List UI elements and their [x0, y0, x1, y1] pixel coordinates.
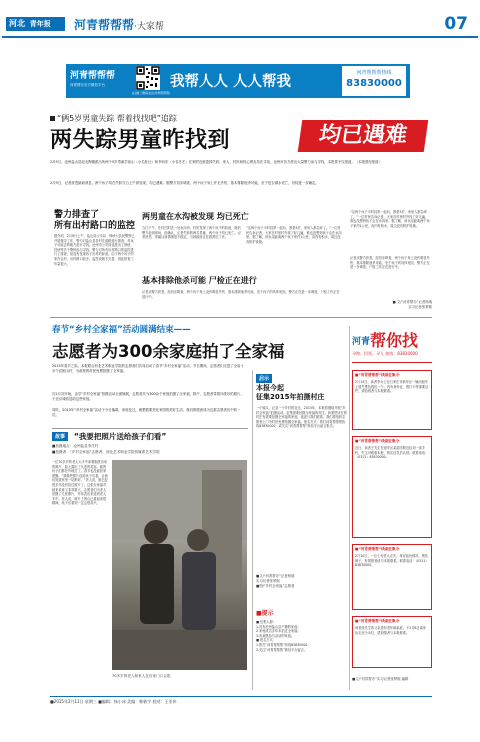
banner-logo	[70, 68, 128, 88]
help-item-head: ■“河青帮帮帮”线索征集令：	[355, 439, 403, 443]
hotline-box	[342, 66, 406, 96]
help-list-line: ■ 报名方式：	[256, 638, 276, 643]
section-sub: ·大家帮	[134, 22, 164, 32]
story1-stamp	[298, 120, 428, 152]
story1-col6-text: 记者从警方获悉，经初步勘查，两个孩子身上没有明显外伤，基本排除他杀可能，至于孩子的具体死因，警方正在进一步调查，尸检工作正在进行中。	[350, 256, 430, 270]
help-item-text: 读者张先生的父亲患有老年痴呆症，于2月8日离家出走至今未归，望知情者与本报联系。	[355, 626, 426, 635]
column-rule	[252, 370, 253, 690]
hotline-label: 河青帮帮帮热线	[356, 70, 392, 76]
help-prefix: 河青	[352, 337, 371, 347]
qr-code[interactable]	[136, 66, 160, 90]
help-list-line: 3.有意愿参与活动的家庭。	[256, 633, 295, 638]
help-list	[256, 620, 348, 652]
help-list-line: ■ 征集人群：	[256, 620, 276, 624]
story1-byline: ■ 文/“河青帮办”记者杨瑞 实习记者张梦熙	[392, 300, 432, 309]
help-list-line: 1.具有沧州盐山县户籍的家庭；	[256, 624, 301, 629]
story1-stamp-text: 均已遇难	[317, 123, 409, 148]
help-list-line: 2.家庭成员多年未拍过全家福；	[256, 629, 301, 634]
help-item-head: ■“河青帮帮帮”线索征集令：	[355, 373, 403, 377]
story1-col1-head: 警力排查了 所有出村路口的监控	[54, 210, 136, 231]
banner-logo-title: 河青帮帮帮	[70, 71, 116, 81]
masthead	[2, 16, 478, 38]
help-byline: ■文/“河青帮办”实习记者张梦熙 编辑	[352, 677, 409, 681]
help-header	[352, 328, 432, 364]
notice-label: 启示	[256, 374, 272, 383]
help-item-3[interactable]	[352, 544, 432, 610]
story1-col4-head: 基本排除他杀可能 尸检正在进行	[142, 276, 257, 285]
help-item-1[interactable]	[352, 370, 432, 430]
story2-lede: 2015年春节之际，本报联合河北艺术职业学院的志愿者们共同启动了春节“乡村全家福”活动，节日期间，志愿者们走进了全省十多个贫困山村，为那里的村民免费拍摄了全家福。	[52, 364, 244, 373]
family-figures-icon	[112, 460, 247, 670]
story2-para2: 自2月初开始，由学“乡村全家福”拍摄活动全面铺展，志愿者共为300余个家庭拍摄了全家福，除夕，志愿者带着冲洗好的照片，于北京城将送给这些家庭。	[52, 392, 244, 401]
paper-logo-bottom: 青年报	[29, 20, 51, 28]
column-rule	[349, 326, 350, 690]
story1-col2-head: 两男童在水沟被发现 均已死亡	[142, 212, 249, 221]
help-title: 帮你找	[370, 331, 419, 350]
banner-logo-sub: 河青帮办官方微信平台	[70, 83, 105, 87]
help-list-line: 2.关注“河青帮帮帮”微信平台留言。	[256, 647, 307, 652]
story1-col5-text: “这两个孩子平时经常一起玩，都是5岁，家里人都急坏了。”一位村民告诉记者，大家在村里村外找了好几遍，谁也没想到孩子会在水沟里。据了解，该水沟距离两个孩子家约1公里，沟内有积水，周边没有防护设施。	[350, 210, 430, 228]
footer-rule	[50, 696, 432, 697]
help-item-4[interactable]	[352, 616, 432, 668]
section-name: 河青帮帮帮	[74, 18, 135, 32]
inset-story	[52, 428, 248, 692]
story2-kicker: 春节“乡村全家福”活动圆满结束——	[52, 325, 191, 335]
inset-text: 一位70多岁的老太太手中拿着刚洗出来的照片，脸上露出了久违的笑容。她的孩子们都在外地打工，春节也没能回家团聚。“我要把照片送给孩子们看，让他们知道家里一切都好。”老人说，她已经很多年没有拍过照片了，这张全家福对她来说意义非常重大。志愿者们为老人拍摄了几张照片，并冲洗出来送到老人手中。老人说，照片上的自己看起来很精神，孩子们看到一定会很高兴。	[52, 460, 108, 506]
help-item-text: 2月13日，读者李女士在石家庄市新华区一辆出租车上遗失黑色钱包一个，内有身份证、银行卡等重要证件，请拾到者与本报联系。	[355, 380, 429, 394]
help-item-text: 2月10日，一位七旬老人走失，身穿蓝色棉袄，黑色裤子，有知情者请与本报联系。联系电话：（0311）83830000。	[355, 554, 429, 568]
inset-title: “我要把照片送给孩子们看”	[74, 432, 167, 441]
section-title	[74, 16, 164, 33]
hotline-number: 83830000	[346, 78, 402, 89]
divider-story1	[50, 317, 432, 318]
notice-title: 本报今起 征集2015年拍摄村庄	[256, 384, 325, 401]
help-item-head: ■“河青帮帮帮”线索征集令：	[355, 619, 403, 623]
story2-para3: 同时，2015年“乡村全家福”活动于今日落幕，家庭变迁，就想着要美化家园的美好生活，我们都愿意成为这群志愿者们中的一员。	[52, 408, 241, 417]
photo-caption: 70多岁的老人和家人在自家门口合影	[112, 674, 171, 678]
story2-headline: 志愿者为300余家庭拍了全家福	[52, 342, 285, 361]
banner-slogan: 我帮人人 人人帮我	[170, 74, 292, 90]
help-list-line: 1.拨打“河青帮帮帮”热线83830000；	[256, 642, 311, 647]
inset-info-1: ■拍摄地点：沧州盐县李庄村	[52, 444, 99, 448]
help-item-text: 近日，读者王先生在裕华区某超市附近捡到一部手机，失主可联系本报，核实信息后认领。联系电话：（0311）83830000。	[355, 446, 429, 460]
story1-col4-text: 记者从警方获悉，经初步勘查，两个孩子身上没有明显外伤，基本排除他杀可能，至于孩子的具体死因，警方正在进一步调查，尸检工作正在进行中。	[142, 290, 340, 299]
story1-col1-text: 据介绍，2月9日上午，盐山县公安局、刑侦大队民警等已开展搜寻工作，警力对盐山县各村庄道路进行排查，对孩子可能去的地方进行寻找。沧州市公安局也派出了刑侦、技侦等多个警种参与寻找，警力对所有出村路口的监控进行了排查，但没有发现孩子出村的踪迹。由于两个孩子的家在农村，出村路口较多，监控设施不完善，因此排查工作量很大。	[54, 234, 135, 266]
help-item-2[interactable]	[352, 436, 432, 538]
family-photo	[112, 460, 247, 670]
help-item-head: ■“河青帮帮帮”线索征集令：	[355, 547, 403, 551]
qr-caption: (扫描二维码关注河青帮帮帮)	[132, 91, 171, 95]
story1-col3-text: “这两个孩子平时经常一起玩，都是5岁，家里人都急坏了。”一位村民告诉记者，大家在村里村外找了好几遍，谁也没想到孩子会在水沟里。据了解，该水沟距离两个孩子家约1公里，沟内有积水，周边没有防护设施。	[246, 226, 342, 244]
paper-logo	[6, 17, 65, 31]
footer-text: ■2015年2月11日 星期三 ■编辑：杨小冰 美编：韩新宇 校对：王亚伟	[50, 699, 177, 704]
inset-label: 故事	[52, 432, 68, 441]
help-divider	[352, 362, 432, 363]
bullet-square-icon	[50, 116, 55, 121]
page-number: 07	[444, 14, 468, 34]
notice-byline: ■文/“河青帮办”记者杨瑞 实习记者张梦熙 ■图/“乡村全家福”志愿者	[256, 574, 295, 588]
story1-col2-text: 当日下午，在村庄附近一处水沟内，村民发现了两个孩子的踪迹，随后警方赶到现场，经确认，正是失踪的两名男童，两个孩子均已死亡。记者获悉，家属目前情绪很不稳定，当地政府正在做善后工作。	[142, 226, 241, 240]
story1-lede-2: 2月9日，记者获悉最新消息，两个孩子均在失踪当日上午被发现，均已遇难。据警方初步调查，两个孩子身上并无外伤，基本排除他杀可能，至于是否溺水死亡，仍待进一步确定。	[50, 181, 319, 185]
help-list-label: ■提示	[256, 610, 274, 617]
paper-logo-top: 河北	[9, 19, 25, 28]
notice-text: 一个镜头，记录一个乡村的变迁。2015年，本报将继续开展“乡村全家福”拍摄活动，征集需要拍摄全家福的村庄。如果您所在的村庄有需要拍摄全家福的家庭，欢迎与我们联系。我们将组织志愿者上门为村民免费拍摄全家福。报名方式：拨打河青帮帮帮热线83830000，或关注“河青帮帮帮”微信平台留言报名。	[256, 406, 347, 429]
story1-lede-1: 2月9日，沧州盐山县赵毛陶镇派出所两个5岁男童学前山（小名杜壮）和李向东（小名冬冬）在家附近被盗掉失踪，家人、村民和热心网友均在寻找，沧州市各方派出大量警力参与寻找，本报曾予以报道。（本报曾经报道）	[50, 160, 382, 164]
help-subtitle: 寻物、招领、寻人 热线：83830000	[352, 351, 418, 356]
story1-headline: 两失踪男童昨找到	[50, 128, 231, 153]
inset-info-2: ■拍摄者：“乡村全家福”志愿者、河北艺术职业学院传媒系艺术学院	[52, 450, 160, 454]
story1-kicker-text: “俩5岁男童失踪 帮着找找吧”追踪	[57, 114, 177, 123]
banner	[66, 64, 410, 98]
